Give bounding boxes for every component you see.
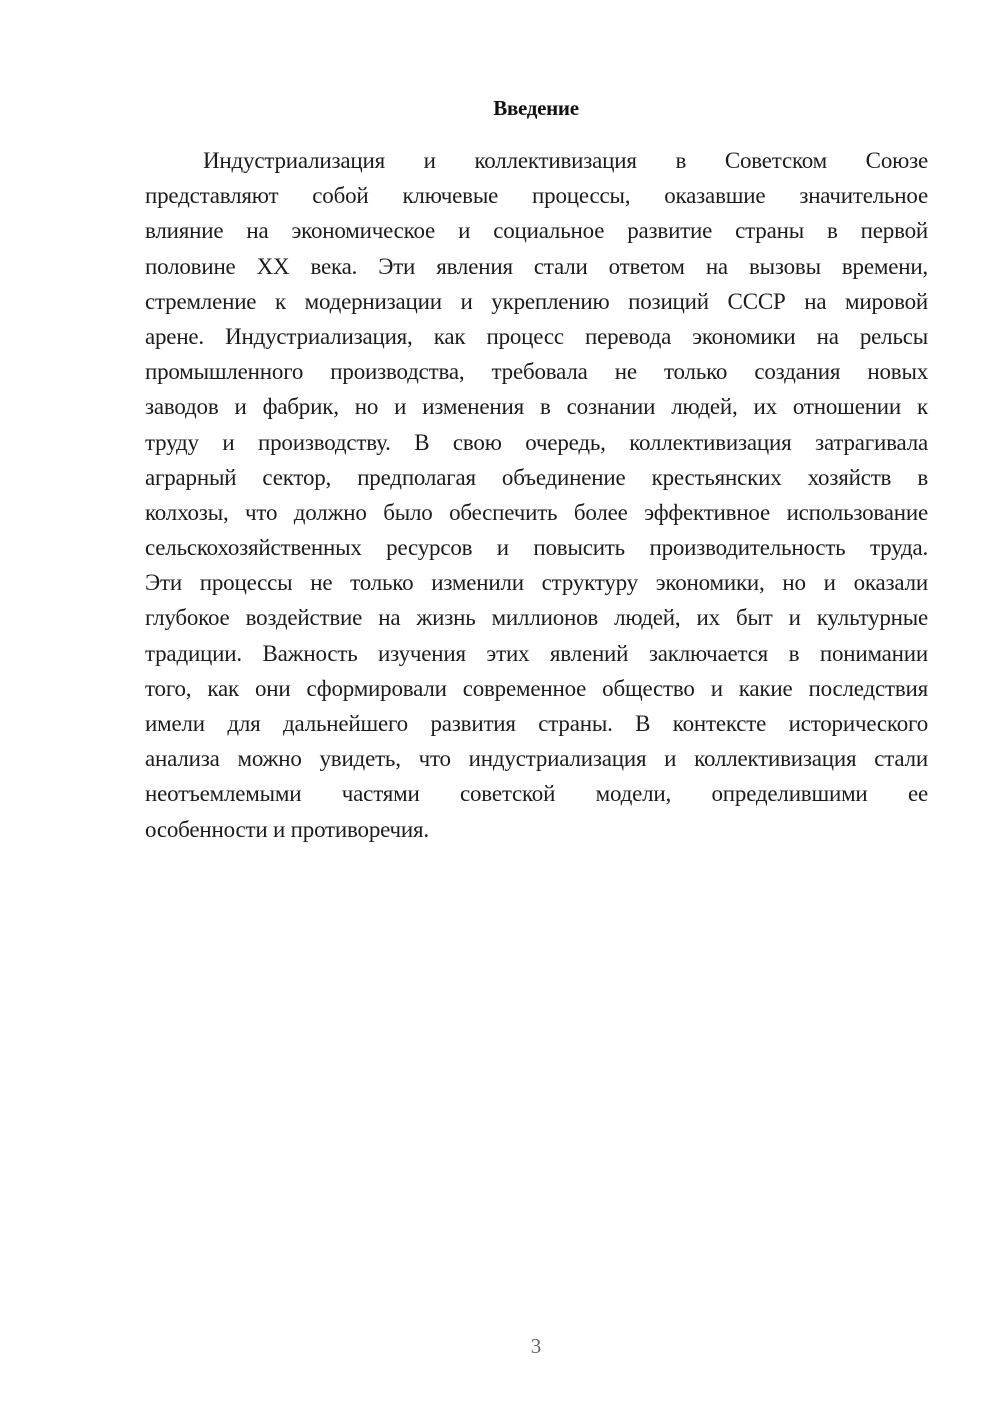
- paragraph-line: труду и производству. В свою очередь, коллективизация затрагивала: [145, 429, 928, 455]
- page-number: 3: [530, 1334, 542, 1358]
- paragraph-line: стремление к модернизации и укреплению позиций СССР на мировой: [145, 288, 928, 314]
- paragraph-line: того, как они сформировали современное общество и какие последствия: [145, 675, 928, 701]
- paragraph-line: заводов и фабрик, но и изменения в сознании людей, их отношении к: [145, 394, 928, 420]
- paragraph-line: половине XX века. Эти явления стали ответом на вызовы времени,: [145, 253, 928, 279]
- paragraph-line: аграрный сектор, предполагая объединение крестьянских хозяйств в: [145, 464, 928, 490]
- paragraph-line: глубокое воздействие на жизнь миллионов людей, их быт и культурные: [145, 605, 928, 631]
- paragraph-line: колхозы, что должно было обеспечить более эффективное использование: [145, 499, 928, 525]
- paragraph-line: представляют собой ключевые процессы, оказавшие значительное: [145, 183, 928, 209]
- paragraph-line: неотъемлемыми частями советской модели, определившими ее: [145, 781, 928, 807]
- paragraph-line: арене. Индустриализация, как процесс перевода экономики на рельсы: [145, 323, 928, 349]
- paragraph-line: Индустриализация и коллективизация в Советском Союзе: [203, 148, 928, 173]
- paragraph-line: имели для дальнейшего развития страны. В контексте исторического: [145, 711, 928, 736]
- section-heading: Введение: [493, 96, 579, 120]
- body-paragraph: [145, 143, 928, 847]
- paragraph-line: традиции. Важность изучения этих явлений заключается в понимании: [145, 640, 928, 666]
- paragraph-line: анализа можно увидеть, что индустриализация и коллективизация стали: [145, 746, 928, 772]
- paragraph-line: сельскохозяйственных ресурсов и повысить производительность труда.: [145, 535, 928, 561]
- paragraph-line: особенности и противоречия.: [145, 816, 429, 842]
- paragraph-line: промышленного производства, требовала не только создания новых: [145, 359, 928, 385]
- paragraph-line: влияние на экономическое и социальное развитие страны в первой: [145, 218, 928, 244]
- paragraph-line: Эти процессы не только изменили структуру экономики, но и оказали: [145, 570, 928, 596]
